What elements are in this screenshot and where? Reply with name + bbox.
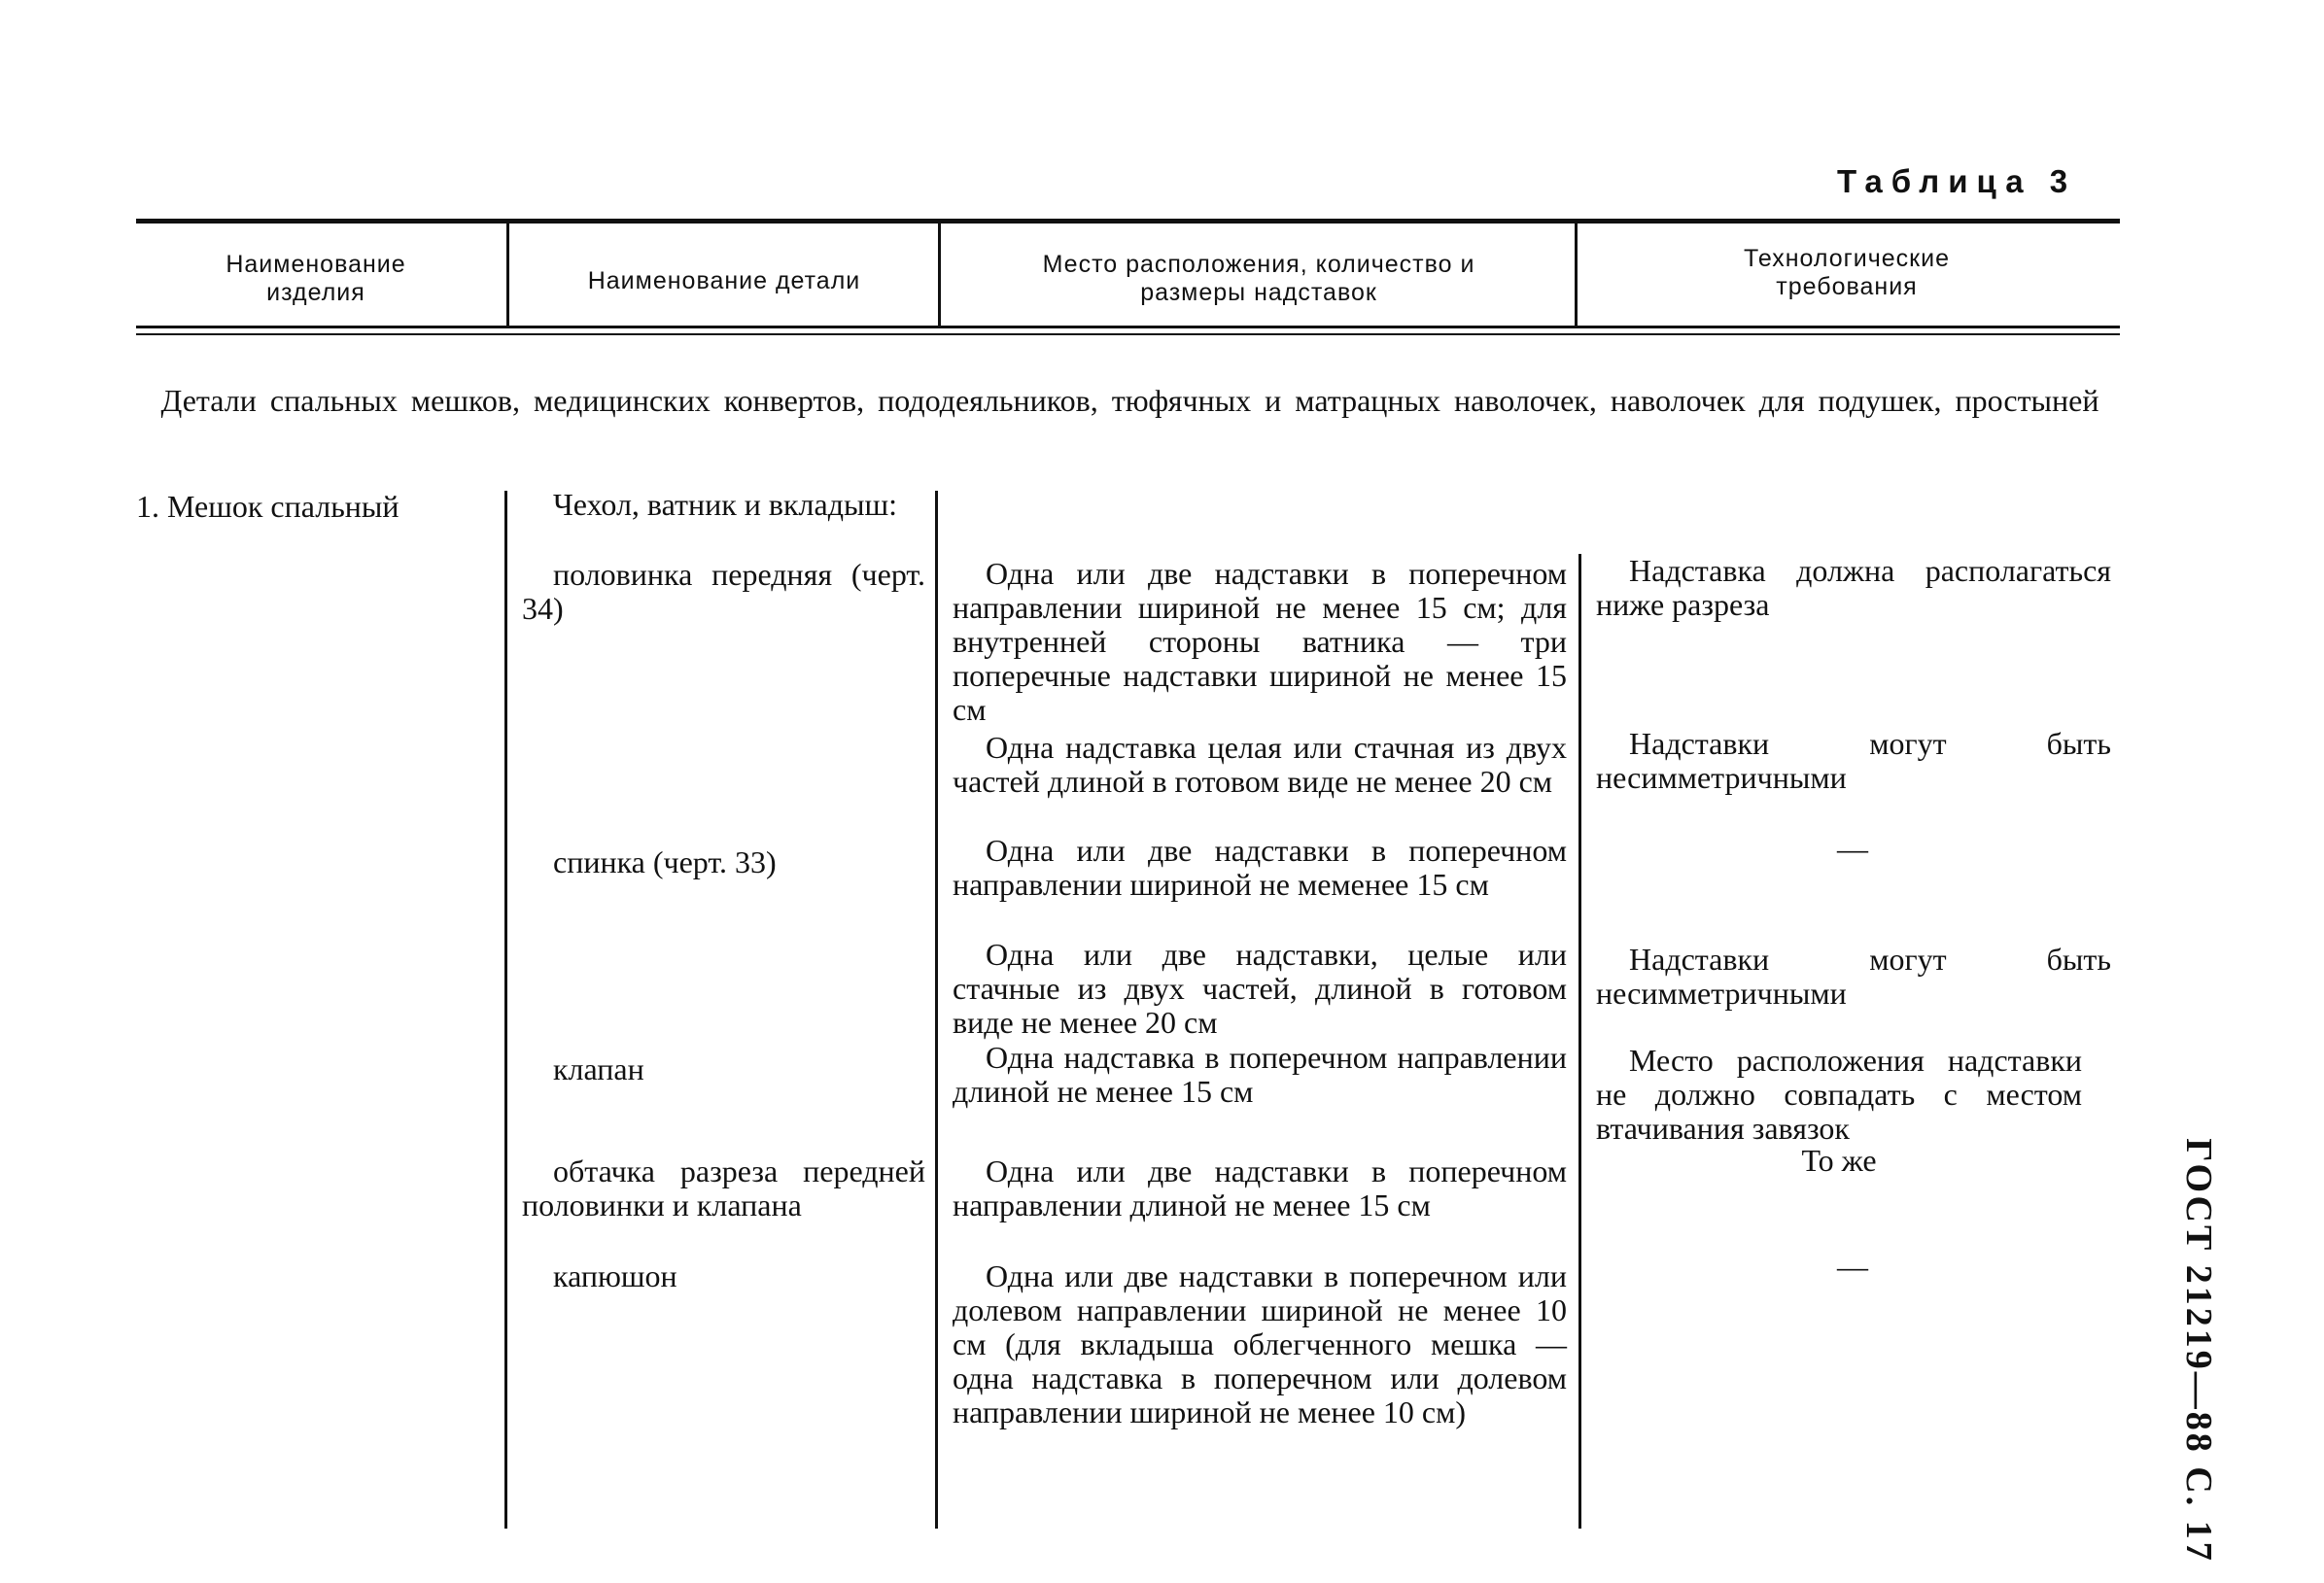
detail-facing: обтачка разреза передней половинки и клапана [522, 1153, 925, 1222]
detail-cover: Чехол, ватник и вкладыш: [553, 487, 898, 522]
placement-back-2: Одна или две надставки, целые или стачные из двух частей, длиной в готовом виде не менее 20 см [953, 937, 1567, 1040]
placement-facing: Одна или две надставки в поперечном направлении длиной не менее 15 см [953, 1153, 1567, 1222]
header-bottom-rule-2 [136, 333, 2120, 335]
header-requirements: Технологические требования [1744, 245, 1950, 300]
requirement-facing: То же [1801, 1143, 1877, 1178]
detail-hood: капюшон [553, 1258, 677, 1293]
header-divider-1 [506, 224, 509, 326]
header-divider-2 [938, 224, 941, 326]
requirement-front-half-2: Надставки могут быть несимметричными [1596, 726, 2111, 795]
page-mark-text: ГОСТ 21219—88 С. 17 [2178, 1138, 2219, 1564]
body-divider-1 [504, 491, 507, 1529]
requirement-hood-dash: — [1837, 1249, 1868, 1284]
header-detail-name: Наименование детали [587, 267, 861, 294]
header-product-name: Наименование изделия [225, 251, 406, 306]
placement-hood: Одна или две надставки в поперечном или долевом направлении шириной не менее 10 см (для вкладыша облегченного мешка — одна надставка в поперечном или долевом направлении шириной не менее 10 см) [953, 1258, 1567, 1429]
section-heading: Детали спальных мешков, медицинских конвертов, пододеяльников, тюфячных и матрацных наволочек, наволочек для подушек, простыней [160, 383, 2099, 418]
page-mark [2169, 1138, 2228, 1564]
header-divider-3 [1575, 224, 1578, 326]
body-divider-3 [1578, 554, 1581, 1529]
placement-back: Одна или две надставки в поперечном направлении шириной не меменее 15 см [953, 833, 1567, 902]
item-name: 1. Мешок спальный [136, 489, 399, 524]
placement-front-half-2: Одна надставка целая или стачная из двух частей длиной в готовом виде не менее 20 см [953, 730, 1567, 799]
placement-flap: Одна надставка в поперечном направлении длиной не менее 15 см [953, 1040, 1567, 1109]
requirement-front-half: Надставка должна располагаться ниже разреза [1596, 553, 2111, 622]
detail-flap: клапан [553, 1051, 644, 1086]
body-divider-2 [935, 491, 938, 1529]
table-title: Таблица 3 [1837, 163, 2077, 199]
header-top-rule [136, 219, 2120, 224]
header-bottom-rule [136, 326, 2120, 328]
detail-back: спинка (черт. 33) [553, 844, 777, 879]
detail-front-half: половинка передняя (черт. 34) [522, 557, 925, 626]
placement-front-half: Одна или две надставки в поперечном направлении шириной не менее 15 см; для внутренней стороны ватника — три поперечные надставки шириной не менее 15 см [953, 556, 1567, 727]
requirement-back-dash: — [1837, 831, 1868, 866]
requirement-flap: Место расположения надставки не должно совпадать с местом втачивания завязок [1596, 1043, 2082, 1146]
requirement-back-2: Надставки могут быть несимметричными [1596, 942, 2111, 1011]
header-placement: Место расположения, количество и размеры надставок [1042, 251, 1475, 306]
